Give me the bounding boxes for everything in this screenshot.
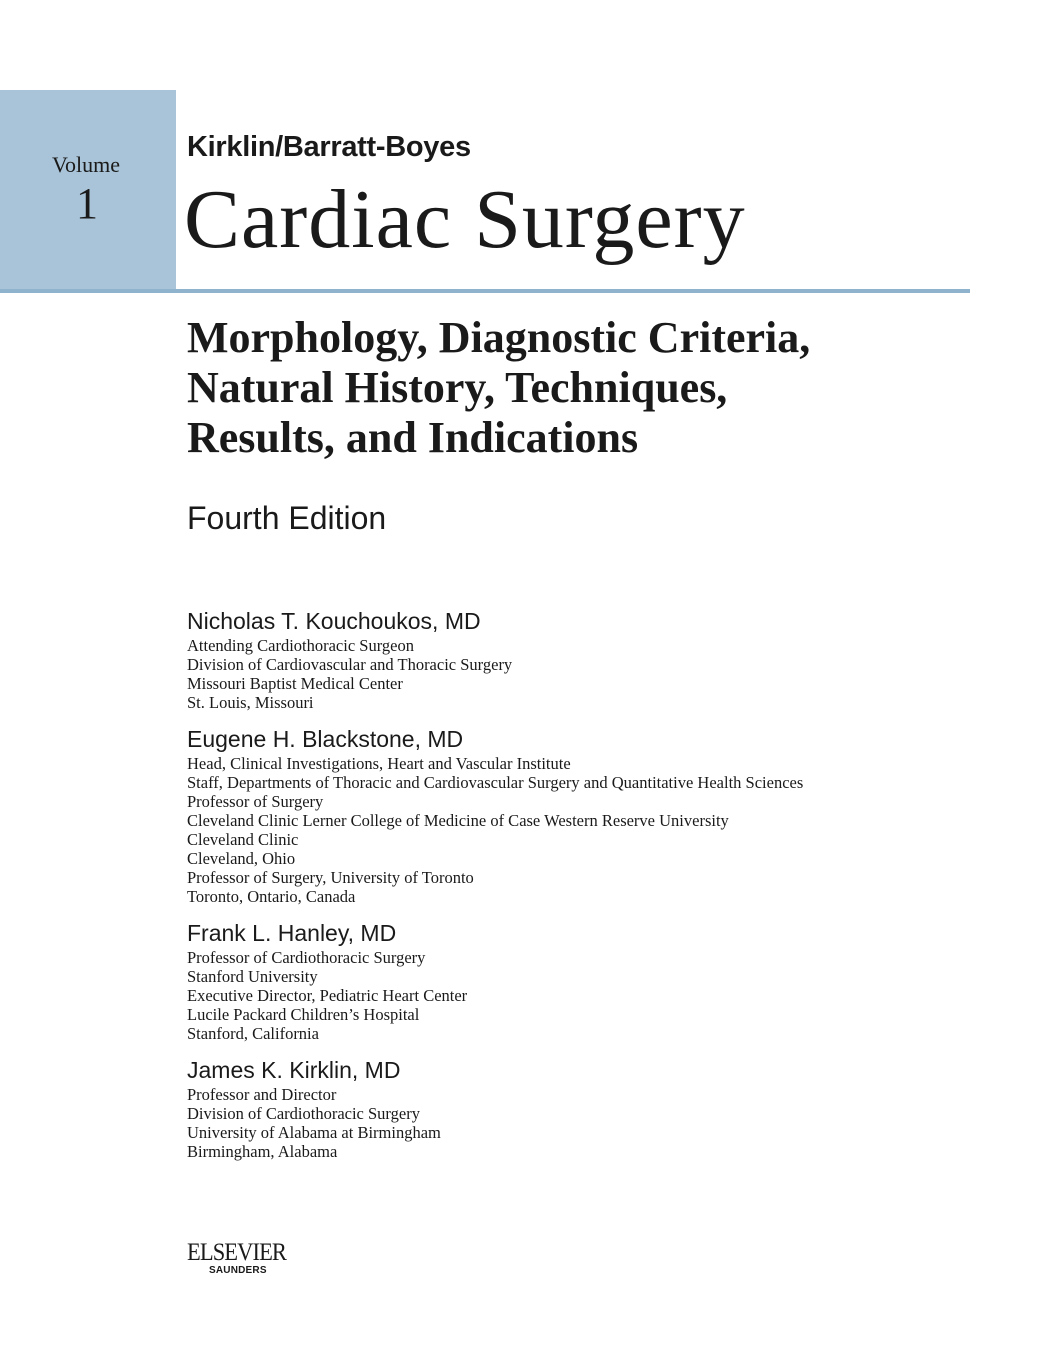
author-affiliation: St. Louis, Missouri: [187, 693, 314, 712]
author-entry: [187, 724, 1027, 906]
author-affiliation: Cleveland, Ohio: [187, 849, 296, 868]
author-name: Nicholas T. Kouchoukos, MD: [187, 608, 481, 634]
author-affiliation: Professor of Surgery: [187, 792, 324, 811]
publisher-name: ELSEVIER: [187, 1239, 287, 1266]
volume-label: Volume: [52, 152, 121, 177]
series-title: Kirklin/Barratt-Boyes: [187, 131, 471, 163]
author-affiliation: Birmingham, Alabama: [187, 1142, 338, 1161]
author-affiliation: Division of Cardiothoracic Surgery: [187, 1104, 420, 1123]
edition-label: Fourth Edition: [187, 500, 387, 536]
author-affiliation: Professor and Director: [187, 1085, 337, 1104]
author-affiliation: Staff, Departments of Thoracic and Cardiovascular Surgery and Quantitative Health Sciences: [187, 773, 804, 792]
publisher-logo: [187, 1240, 300, 1276]
author-name: Frank L. Hanley, MD: [187, 920, 397, 946]
author-affiliation: Professor of Cardiothoracic Surgery: [187, 948, 426, 967]
author-affiliation: Cleveland Clinic Lerner College of Medicine of Case Western Reserve University: [187, 811, 729, 830]
subtitle-line: Morphology, Diagnostic Criteria,: [187, 313, 811, 362]
title-rule: [0, 289, 970, 293]
author-affiliation: Executive Director, Pediatric Heart Center: [187, 986, 468, 1005]
author-name: James K. Kirklin, MD: [187, 1057, 401, 1083]
author-affiliation: Missouri Baptist Medical Center: [187, 674, 403, 693]
author-affiliation: Cleveland Clinic: [187, 830, 299, 849]
author-affiliation: Stanford University: [187, 967, 318, 986]
subtitle-line: Natural History, Techniques,: [187, 363, 728, 412]
subtitle-line: Results, and Indications: [187, 413, 639, 462]
author-affiliation: Head, Clinical Investigations, Heart and Vascular Institute: [187, 754, 571, 773]
book-title: Cardiac Surgery: [184, 173, 746, 266]
author-affiliation: Lucile Packard Children’s Hospital: [187, 1005, 420, 1024]
author-affiliation: Stanford, California: [187, 1024, 319, 1043]
author-affiliation: Toronto, Ontario, Canada: [187, 887, 356, 906]
volume-number: 1: [76, 179, 98, 228]
author-affiliation: Professor of Surgery, University of Toronto: [187, 868, 474, 887]
author-affiliation: Division of Cardiovascular and Thoracic Surgery: [187, 655, 513, 674]
author-affiliation: Attending Cardiothoracic Surgeon: [187, 636, 414, 655]
author-affiliation: University of Alabama at Birmingham: [187, 1123, 441, 1142]
author-entry: [187, 918, 1027, 1043]
publisher-imprint: SAUNDERS: [209, 1265, 267, 1276]
author-entry: [187, 606, 1027, 712]
author-list: [187, 606, 1027, 1173]
book-subtitle: [187, 313, 1027, 463]
author-entry: [187, 1055, 1027, 1161]
author-name: Eugene H. Blackstone, MD: [187, 726, 464, 752]
